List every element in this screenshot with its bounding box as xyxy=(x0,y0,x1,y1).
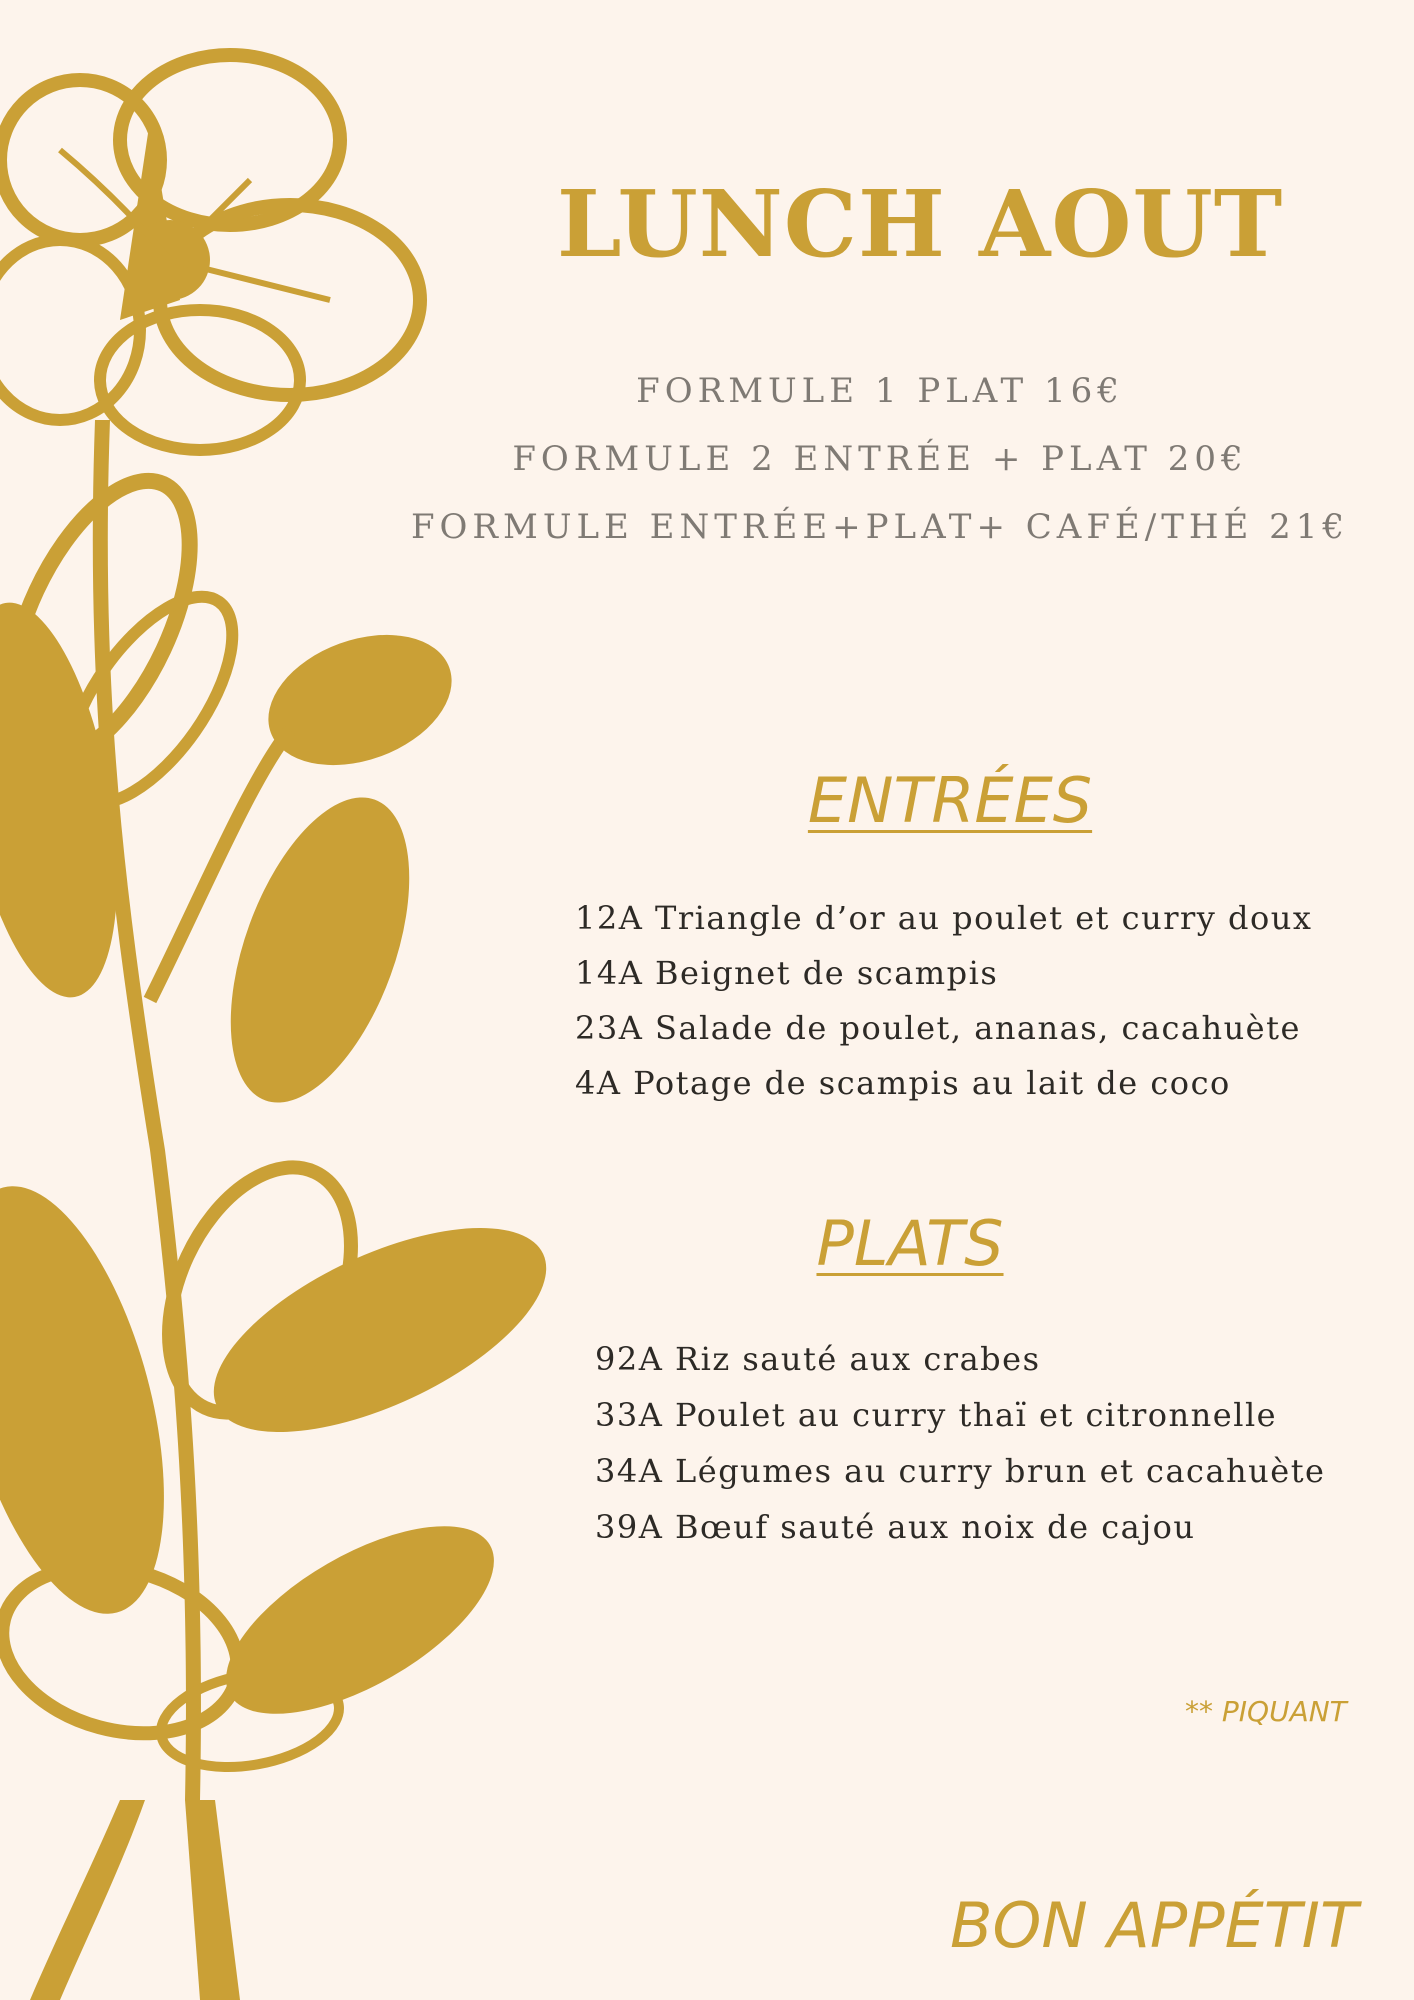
menu-title: LUNCH AOUT xyxy=(556,170,1284,278)
formula-1: FORMULE 1 PLAT 16€ xyxy=(636,371,1124,411)
plat-item: 33A Poulet au curry thaï et citronnelle xyxy=(595,1396,1278,1434)
entree-item: 14A Beignet de scampis xyxy=(575,954,999,992)
spicy-note: ** PIQUANT xyxy=(1185,1695,1347,1728)
plats-heading: PLATS xyxy=(816,1207,1004,1280)
plat-item: 92A Riz sauté aux crabes xyxy=(595,1340,1041,1378)
entree-item: 12A Triangle d’or au poulet et curry doux xyxy=(575,899,1313,937)
flower-icon xyxy=(0,55,420,450)
formula-2: FORMULE 2 ENTRÉE + PLAT 20€ xyxy=(512,439,1248,479)
entrees-heading: ENTRÉES xyxy=(807,764,1093,837)
closing-text: BON APPÉTIT xyxy=(950,1889,1358,1962)
plat-item: 39A Bœuf sauté aux noix de cajou xyxy=(595,1508,1196,1546)
entree-item: 4A Potage de scampis au lait de coco xyxy=(575,1064,1231,1102)
formula-3: FORMULE ENTRÉE+PLAT+ CAFÉ/THÉ 21€ xyxy=(410,507,1350,547)
botanical-illustration xyxy=(0,0,600,2000)
entree-item: 23A Salade de poulet, ananas, cacahuète xyxy=(575,1009,1301,1047)
plat-item: 34A Légumes au curry brun et cacahuète xyxy=(595,1452,1326,1490)
